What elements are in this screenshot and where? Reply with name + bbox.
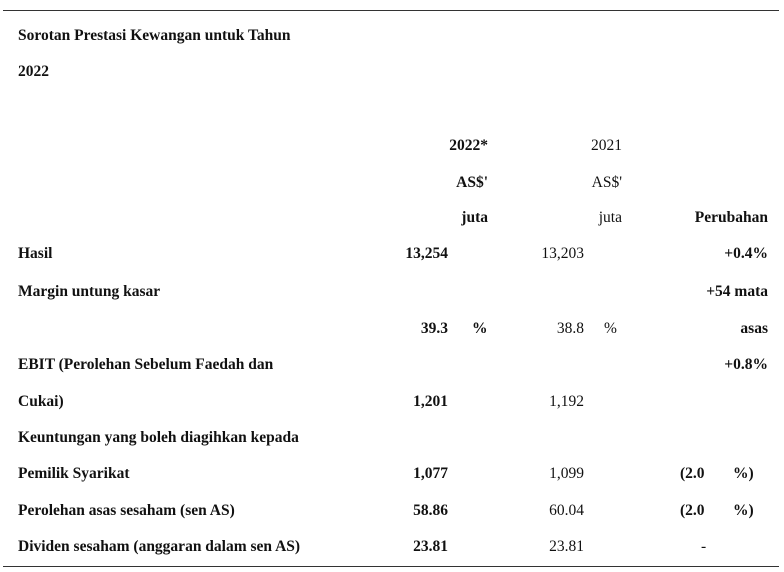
header-2022-million: juta (461, 209, 488, 226)
row-margin-2021-pct: % (604, 320, 617, 337)
header-change: Perubahan (694, 209, 768, 226)
row-hasil-change: +0.4% (724, 245, 768, 262)
row-keuntungan-label-cont: Pemilik Syarikat (18, 465, 130, 482)
row-ebit-change: +0.8% (724, 356, 768, 373)
row-perolehan-change: (2.0 (680, 502, 705, 519)
row-keuntungan-change: (2.0 (680, 465, 705, 482)
row-dividen-label: Dividen sesaham (anggaran dalam sen AS) (18, 538, 301, 555)
row-ebit-2022: 1,201 (413, 393, 448, 410)
row-margin-2022: 39.3 (420, 320, 448, 337)
row-keuntungan-change-pct: %) (733, 465, 754, 482)
row-keuntungan-2022: 1,077 (413, 465, 448, 482)
row-hasil-label: Hasil (18, 245, 53, 262)
top-rule (3, 10, 779, 11)
table-title: Sorotan Prestasi Kewangan untuk Tahun (18, 27, 291, 44)
header-2022-year: 2022* (449, 137, 488, 154)
row-keuntungan-label: Keuntungan yang boleh diagihkan kepada (18, 429, 299, 446)
table-title-year: 2022 (18, 63, 49, 80)
row-perolehan-2021: 60.04 (549, 502, 584, 519)
row-margin-label: Margin untung kasar (18, 283, 161, 300)
row-hasil-2021: 13,203 (541, 245, 584, 262)
row-margin-2022-pct: % (472, 320, 488, 337)
row-dividen-2021: 23.81 (549, 538, 584, 555)
row-margin-change: +54 mata (706, 283, 768, 300)
header-2022-unit: AS$' (456, 174, 488, 191)
row-dividen-2022: 23.81 (413, 538, 448, 555)
row-hasil-2022: 13,254 (405, 245, 448, 262)
row-ebit-2021: 1,192 (549, 393, 584, 410)
row-ebit-label-cont: Cukai) (18, 393, 64, 410)
bottom-rule (3, 566, 779, 567)
row-perolehan-label: Perolehan asas sesaham (sen AS) (18, 502, 235, 519)
header-2021-unit: AS$' (591, 174, 622, 191)
header-2021-year: 2021 (591, 137, 622, 154)
row-perolehan-change-pct: %) (733, 502, 754, 519)
header-2021-million: juta (598, 209, 622, 226)
row-dividen-change: - (701, 538, 707, 555)
row-margin-change-unit: asas (740, 320, 768, 337)
row-ebit-label: EBIT (Perolehan Sebelum Faedah dan (18, 356, 274, 373)
row-perolehan-2022: 58.86 (413, 502, 448, 519)
row-margin-2021: 38.8 (556, 320, 584, 337)
row-keuntungan-2021: 1,099 (549, 465, 584, 482)
